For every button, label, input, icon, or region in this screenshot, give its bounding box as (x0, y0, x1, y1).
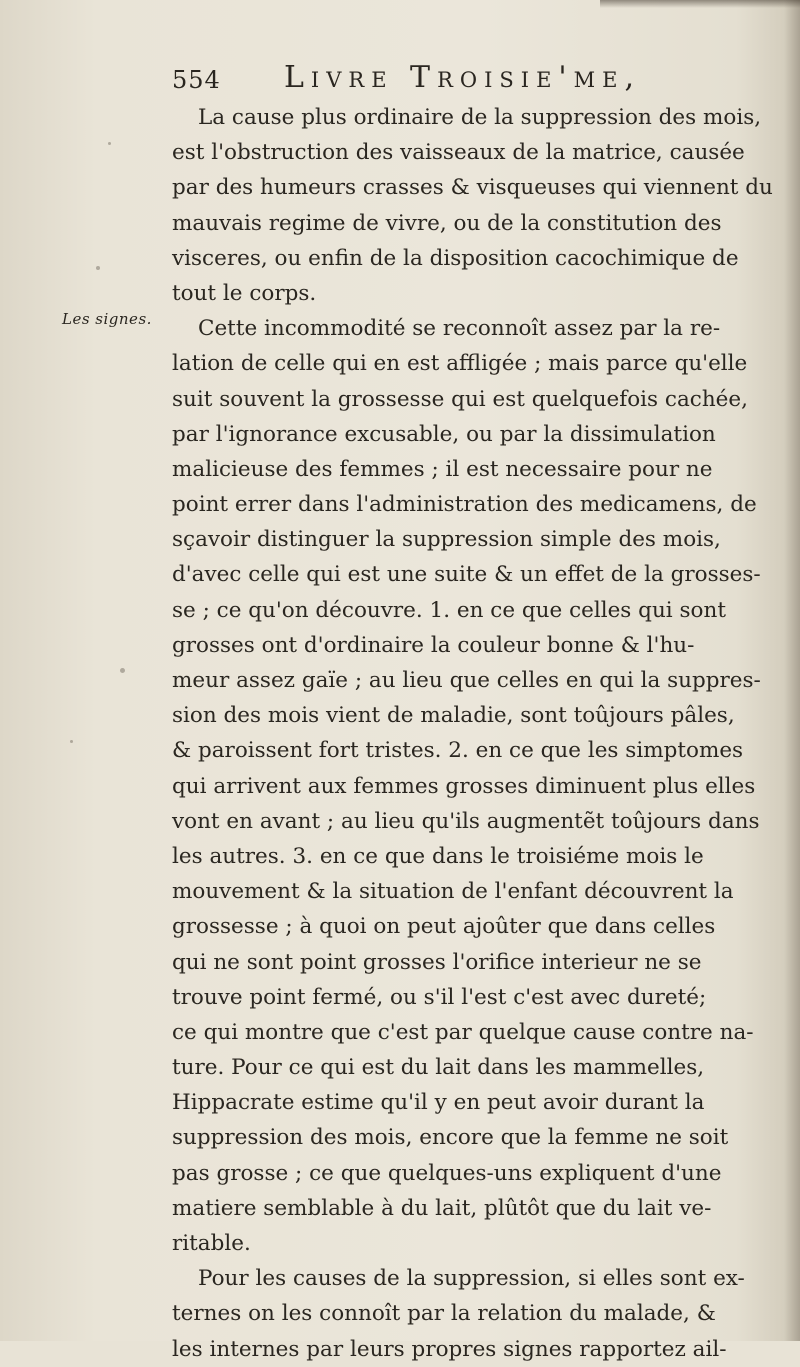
running-title: Livre Troisie'me, (284, 60, 642, 95)
text-line: vont en avant ; au lieu qu'ils augmentẽt toûjours dans (172, 808, 760, 834)
text-line: Pour les causes de la suppression, si elles sont ex- (198, 1266, 745, 1292)
page-number: 554 (172, 66, 221, 94)
text-line: & paroissent fort tristes. 2. en ce que les simptomes (172, 738, 744, 764)
text-line: meur assez gaïe ; au lieu que celles en qui la suppres- (172, 668, 761, 693)
text-line: ternes on les connoît par la relation du malade, & (172, 1301, 716, 1327)
body-text (172, 100, 773, 1367)
text-line: qui arrivent aux femmes grosses diminuent plus elles (172, 773, 756, 799)
paper-speck (70, 740, 73, 743)
text-line: suit souvent la grossesse qui est quelquefois cachée, (172, 386, 748, 412)
text-line: par l'ignorance excusable, ou par la dissimulation (172, 421, 716, 447)
page-top-shadow (600, 0, 800, 8)
text-line: est l'obstruction des vaisseaux de la matrice, causée (172, 140, 745, 166)
text-line: trouve point fermé, ou s'il l'est c'est avec dureté; (172, 984, 707, 1010)
text-line: suppression des mois, encore que la femme ne soit (172, 1125, 729, 1151)
text-line: par des humeurs crasses & visqueuses qui viennent du (172, 175, 773, 201)
text-line: visceres, ou enfin de la disposition cacochimique de (172, 245, 739, 271)
text-line: matiere semblable à du lait, plûtôt que du lait ve- (172, 1195, 712, 1221)
text-line: les internes par leurs propres signes rapportez ail- (172, 1336, 727, 1362)
text-line: ture. Pour ce qui est du lait dans les mammelles, (172, 1055, 705, 1081)
text-line: sion des mois vient de maladie, sont toûjours pâles, (172, 703, 735, 729)
margin-note-signes: Les signes. (62, 310, 152, 328)
text-line: grossesse ; à quoi on peut ajoûter que dans celles (172, 914, 716, 940)
text-line: tout le corps. (172, 280, 317, 306)
text-line: pas grosse ; ce que quelques-uns expliquent d'une (172, 1160, 722, 1186)
paper-speck (108, 142, 111, 145)
text-line: mouvement & la situation de l'enfant découvrent la (172, 879, 734, 905)
text-line: d'avec celle qui est une suite & un effet de la grosses- (172, 562, 761, 588)
text-line: mauvais regime de vivre, ou de la constitution des (172, 210, 722, 236)
text-line: ritable. (172, 1231, 251, 1256)
text-line: les autres. 3. en ce que dans le troisiéme mois le (172, 843, 704, 869)
page-header (172, 58, 732, 98)
text-line: grosses ont d'ordinaire la couleur bonne & l'hu- (172, 632, 695, 658)
text-line: La cause plus ordinaire de la suppression des mois, (198, 105, 762, 130)
text-line: lation de celle qui en est affligée ; mais parce qu'elle (172, 351, 748, 377)
text-line: sçavoir distinguer la suppression simple des mois, (172, 527, 721, 553)
text-line: ce qui montre que c'est par quelque cause contre na- (172, 1019, 754, 1045)
text-line: point errer dans l'administration des medicamens, de (172, 492, 757, 518)
text-line: se ; ce qu'on découvre. 1. en ce que celles qui sont (172, 597, 726, 623)
paper-speck (120, 668, 125, 673)
page-edge-shadow (784, 0, 800, 1341)
text-line: malicieuse des femmes ; il est necessaire pour ne (172, 456, 713, 482)
text-line: Cette incommodité se reconnoît assez par la re- (198, 316, 721, 342)
text-line: qui ne sont point grosses l'orifice interieur ne se (172, 949, 702, 975)
paper-speck (96, 266, 100, 270)
text-line: Hippacrate estime qu'il y en peut avoir durant la (172, 1090, 705, 1116)
